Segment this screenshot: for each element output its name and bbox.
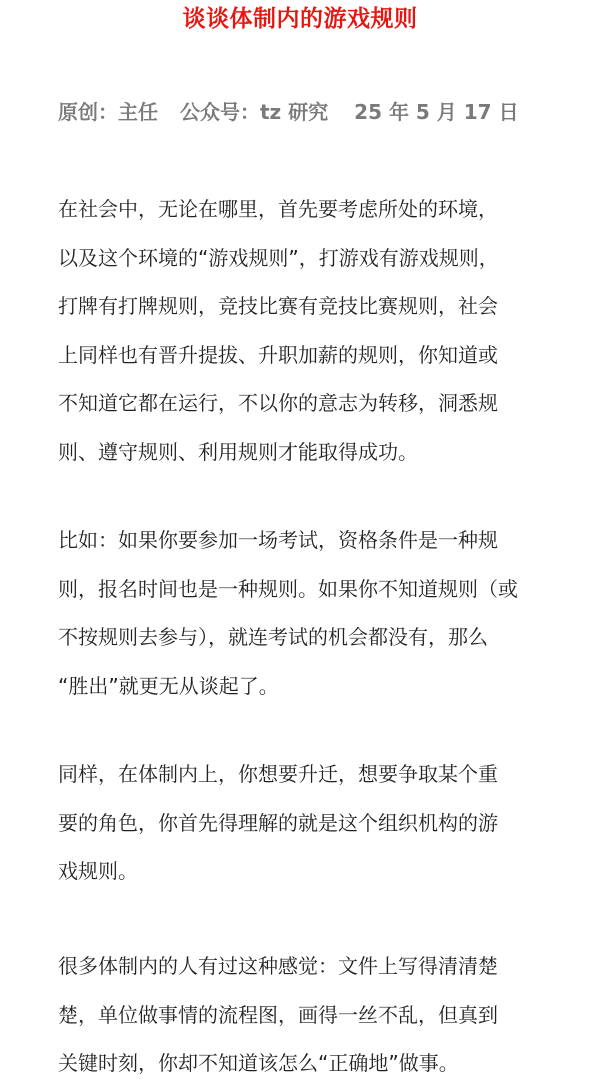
paragraph-line: 上同样也有晋升提拔、升职加薪的规则，你知道或 [58, 342, 498, 367]
paragraph-line: 则、遵守规则、利用规则才能取得成功。 [58, 439, 418, 464]
publish-date: 25 年 5 月 17 日 [354, 100, 519, 124]
paragraph-line: 同样，在体制内上，你想要升迁，想要争取某个重 [58, 762, 498, 786]
paragraph-line: “胜出”就更无从谈起了。 [58, 673, 279, 698]
paragraph [58, 942, 558, 1088]
article-meta [58, 94, 558, 130]
paragraph-line: 不知道它都在运行，不以你的意志为转移，洞悉规 [58, 391, 498, 415]
paragraph-line: 比如：如果你要参加一场考试，资格条件是一种规 [58, 528, 498, 552]
article-title: 谈谈体制内的游戏规则 [182, 6, 418, 32]
paragraph-line: 很多体制内的人有过这种感觉：文件上写得清清楚 [58, 954, 498, 978]
paragraph [58, 750, 558, 896]
paragraph-line: 不按规则去参与），就连考试的机会都没有，那么 [58, 625, 488, 649]
paragraph-line: 楚，单位做事情的流程图，画得一丝不乱，但真到 [58, 1002, 498, 1027]
author-label: 原创：主任 [58, 100, 158, 124]
paragraph-line: 以及这个环境的“游戏规则”，打游戏有游戏规则， [58, 245, 499, 270]
paragraph [58, 516, 558, 710]
paragraph-line: 要的角色，你首先得理解的就是这个组织机构的游 [58, 810, 498, 835]
paragraph-line: 则，报名时间也是一种规则。如果你不知道规则（或 [58, 576, 518, 601]
paragraph-line: 打牌有打牌规则，竞技比赛有竞技比赛规则，社会 [58, 294, 498, 318]
paragraph [58, 185, 558, 476]
paragraph-line: 关键时刻，你却不知道该怎么“正确地”做事。 [58, 1051, 459, 1075]
paragraph-line: 戏规则。 [58, 859, 138, 883]
account-label: 公众号：tz 研究 [180, 100, 329, 124]
paragraph-line: 在社会中，无论在哪里，首先要考虑所处的环境， [58, 197, 498, 221]
